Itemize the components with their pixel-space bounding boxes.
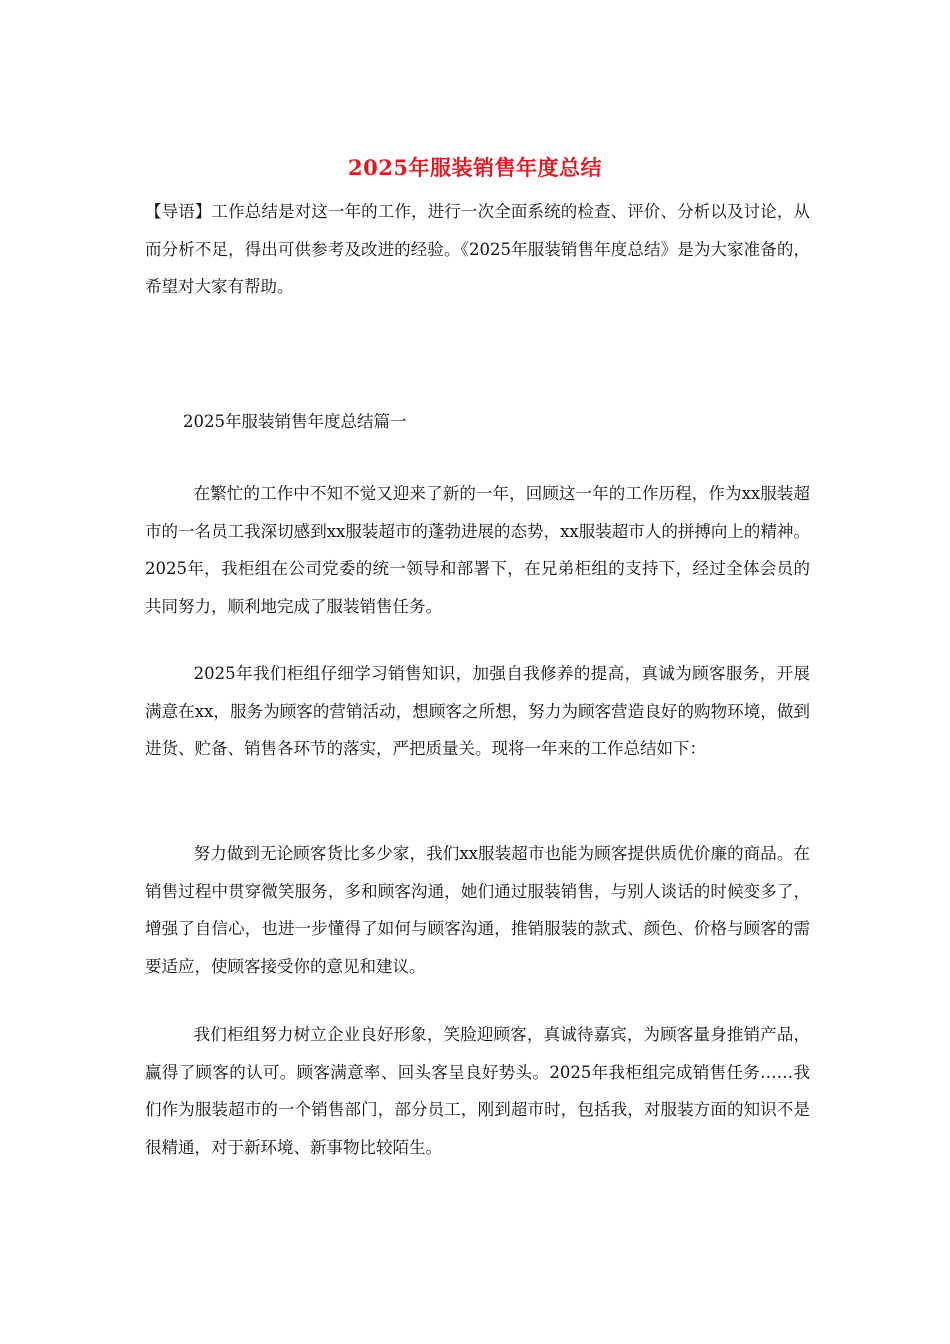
section-title: 2025年服装销售年度总结篇一 — [183, 412, 407, 431]
body-paragraph-2: 2025年我们柜组仔细学习销售知识，加强自我修养的提高，真诚为顾客服务，开展满意在xx，服务为顾客的营销活动，想顾客之所想，努力为顾客营造良好的购物环境，做到进货、贮备、销售各环节的落实，严把质量关。现将一年来的工作总结如下： — [145, 664, 810, 758]
body-paragraph-3: 努力做到无论顾客货比多少家，我们xx服装超市也能为顾客提供质优价廉的商品。在销售过程中贯穿微笑服务，多和顾客沟通，她们通过服装销售，与别人谈话的时候变多了，增强了自信心，也进一步懂得了如何与顾客沟通，推销服装的款式、颜色、价格与顾客的需要适应，使顾客接受你的意见和建议。 — [145, 844, 810, 976]
body-paragraph-4: 我们柜组努力树立企业良好形象，笑脸迎顾客，真诚待嘉宾，为顾客量身推销产品，赢得了顾客的认可。顾客满意率、回头客呈良好势头。2025年我柜组完成销售任务……我们作为服装超市的一个销售部门，部分员工，刚到超市时，包括我，对服装方面的知识不是很精通，对于新环境、新事物比较陌生。 — [145, 1025, 810, 1157]
body-paragraph-1: 在繁忙的工作中不知不觉又迎来了新的一年，回顾这一年的工作历程，作为xx服装超市的一名员工我深切感到xx服装超市的蓬勃进展的态势，xx服装超市人的拼搏向上的精神。2025年，我柜组在公司党委的统一领导和部署下，在兄弟柜组的支持下，经过全体会员的共同努力，顺利地完成了服装销售任务。 — [145, 484, 810, 616]
intro-paragraph: 【导语】工作总结是对这一年的工作，进行一次全面系统的检查、评价、分析以及讨论，从而分析不足，得出可供参考及改进的经验。《2025年服装销售年度总结》是为大家准备的，希望对大家有帮助。 — [145, 202, 810, 296]
document-title: 2025年服装销售年度总结 — [348, 155, 602, 180]
